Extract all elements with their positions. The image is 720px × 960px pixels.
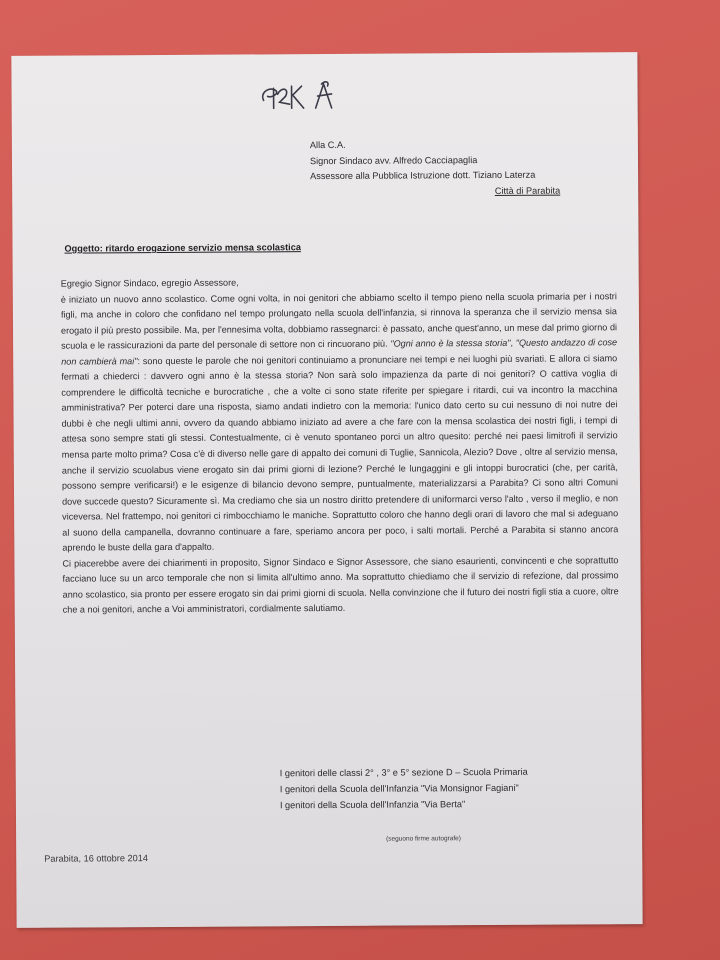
quote-andazzo: "Questo andazzo di cose non cambierà mai" [61, 337, 618, 367]
addressee-attention: Alla C.A. [309, 139, 346, 151]
signature-line-infanzia-fagiani: I genitori della Scuola dell'Infanzia "Via Monsignor Fagiani" [279, 782, 519, 795]
letter-subject: Oggetto: ritardo erogazione servizio mensa scolastica [64, 242, 301, 254]
addressee-councillor: Assessore alla Pubblica Istruzione dott. Tiziano Laterza [310, 169, 536, 182]
signature-line-infanzia-berta: I genitori della Scuola dell'Infanzia "Via Berta" [279, 798, 466, 810]
addressee-mayor: Signor Sindaco avv. Alfredo Cacciapaglia [309, 154, 478, 166]
handwritten-initials-mark [255, 74, 345, 115]
signatures-block [280, 765, 528, 814]
addressee-city: Città di Parabita [494, 185, 561, 196]
letter-date: Parabita, 16 ottobre 2014 [44, 853, 148, 864]
body-paragraph-1-text-b: , [510, 338, 516, 349]
signatures-note: (seguono firme autografe) [386, 835, 461, 843]
signature-line-primary: I genitori delle classi 2° , 3° e 5° sezione D – Scuola Primaria [279, 766, 528, 779]
addressee-block [310, 136, 610, 200]
body-paragraph-1 [61, 289, 619, 557]
letter-body [61, 273, 619, 618]
body-paragraph-2: Ci piacerebbe avere dei chiarimenti in proposito, Signor Sindaco e Signor Assessore, che siano esaurienti, convincenti e che soprattutto facciano luce su un arco temporale che non si limita all'ultimo anno. Ma soprattutto chiediamo che il servizio di refezione, dal prossimo anno scolastico, sia pronto per essere erogato sin dai primi giorni di scuola. Nella convinzione che il futuro dei nostri figli stia a cuore, oltre che a noi genitori, anche a Voi amministratori, cordialmente salutiamo. [62, 555, 619, 616]
letter-greeting: Egregio Signor Sindaco, egregio Assessore, [60, 277, 239, 289]
letter-page [11, 52, 642, 928]
quote-ogni-anno: "Ogni anno è la stessa storia" [390, 338, 511, 349]
body-paragraph-1-text-a: è iniziato un nuovo anno scolastico. Come ogni volta, in noi genitori che abbiamo scelto il tempo pieno nella scuola primaria per i nostri figli, ma anche in coloro che confidano nel tempo prolungato nella scuola dell'infanzia, si rinnova la speranza che il servizio mensa sia erogato il più presto possibile. Ma, per l'ennesima volta, dobbiamo rassegnarci: è passato, anche quest'anno, un mese dal primo giorno di scuola e le rassicurazioni da parte del personale di settore non ci rincuorano più. [60, 290, 618, 351]
body-paragraph-1-text-c: : sono queste le parole che noi genitori continuiamo a pronunciare nei tempi e nei luoghi più svariati. E allora ci siamo fermati a chiederci : davvero ogni anno è la stessa storia? Non sarà solo impazienza da parte di noi genitori? O cattiva voglia di comprendere le difficoltà tecniche e burocratiche , che a volte ci sono state riferite per spiegare i ritardi, cui va incontro la macchina amministrativa? Per poterci dare una risposta, siamo andati indietro con la memoria: l'unico dato certo su cui nessuno di noi nutre dei dubbi è che negli ultimi anni, ovvero da quando abbiamo iniziato ad avere a che fare con la mensa scolastica dei nostri figli, i tempi di attesa sono sempre stati gli stessi. Contestualmente, ci è venuto spontaneo porci un altro quesito: perché nei paesi limitrofi il servizio mensa parte molto prima? Cosa c'è di diverso nelle gare di appalto dei comuni di Tuglie, Sannicola, Alezio? Dove , oltre al servizio mensa, anche il servizio scuolabus viene erogato sin dai primi giorni di lezione? Perché le lungaggini e gli intoppi burocratici (che, per carità, possono sempre verificarsi!) e le esigenze di bilancio devono sempre, puntualmente, materializzarsi a Parabita? Ci sono altri Comuni dove succede questo? Sicuramente sì. Ma crediamo che sia un nostro diritto pretendere di uniformarci verso l'alto , verso il meglio, e non viceversa. Nel frattempo, noi genitori ci rimbocchiamo le maniche. Soprattutto coloro che hanno degli orari di lavoro che mal si adeguano al suono della campanella, dovranno continuare a fare, speriamo ancora per poco, i salti mortali. Perché a Parabita si stanno ancora aprendo le buste della gara d'appalto. [61, 352, 619, 553]
